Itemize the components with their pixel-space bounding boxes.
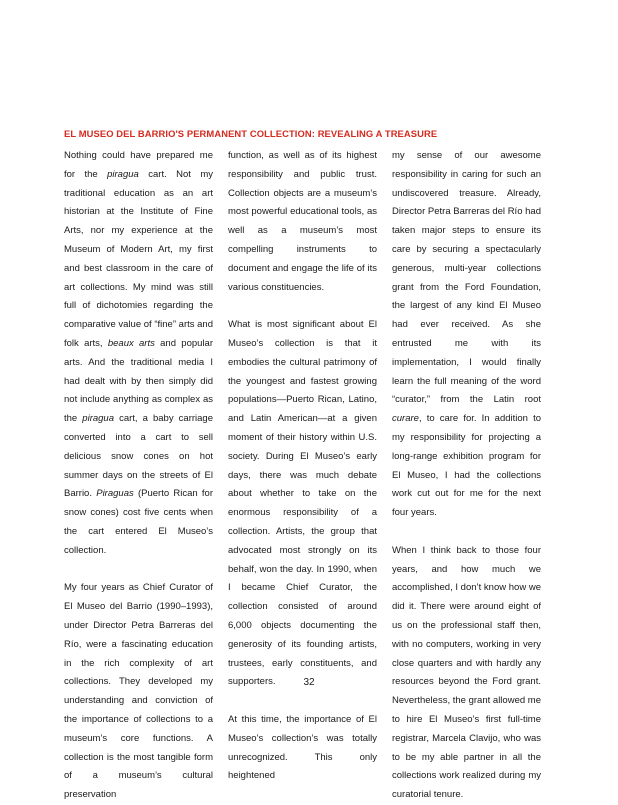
page-number: 32 — [303, 677, 315, 688]
paragraph: my sense of our awesome responsibility in caring for such an undiscovered treasure. Already, Director Petra Barreras del Río had taken major steps to ensure its care by securing a spectacularly generous, multi-year collections grant from the Ford Foundation, the largest of any kind El Museo had ever received. As she entrusted me with its implementation, I would finally learn the full meaning of the word “curator,” from the Latin root curare, to care for. In addition to my responsibility for projecting a long-range exhibition program for El Museo, I had the collections work cut out for me for the next four years. — [392, 150, 541, 519]
paragraph: Nothing could have prepared me for the piragua cart. Not my traditional education as an art historian at the Institute of Fine Arts, nor my experience at the Museum of Modern Art, my first and best classroom in the care of art collections. My mind was still full of dichotomies regarding the comparative value of “fine” arts and folk arts, beaux arts and popular arts. And the traditional media I had dealt with by then simply did not include anything as complex as the piragua cart, a baby carriage converted into a cart to sell delicious snow cones on hot summer days on the streets of El Barrio. Piraguas (Puerto Rican for snow cones) cost five cents when the cart entered El Museo’s collection. — [64, 150, 213, 556]
paragraph: When I think back to those four years, and how much we accomplished, I don’t know how we did it. There were around eight of us on the professional staff then, with no computers, working in very close quarters and with hardly any resources beyond the Ford grant. Nevertheless, the grant allowed me to hire El Museo’s first full-time registrar, Marcela Clavijo, who was to be my able partner in all the collections work realized during my curatorial tenure. — [392, 544, 541, 801]
paragraph: What is most significant about El Museo’s collection is that it embodies the cultural patrimony of the youngest and fastest growing populations—Puerto Rican, Latino, and Latin American—at a given moment of their history within U.S. society. During El Museo’s early days, there was much debate about whether to take on the enormous responsibility of a collection. Artists, the group that advocated most strongly on its behalf, won the day. In 1990, when I became Chief Curator, the collection consisted of around 6,000 objects documenting the generosity of its founding artists, trustees, early constituents, and supporters. — [228, 319, 377, 688]
text-column-2 — [228, 147, 377, 786]
paragraph: At this time, the importance of El Museo’s collection’s was totally unrecognized. This only heightened — [228, 713, 377, 782]
paragraph: function, as well as of its highest responsibility and public trust. Collection objects are a museum’s most powerful educational tools, as well as a museum’s most compelling instruments to document and engage the life of its various constituencies. — [228, 150, 377, 293]
text-column-1 — [64, 147, 213, 805]
text-column-3 — [392, 147, 541, 805]
section-heading: EL MUSEO DEL BARRIO'S PERMANENT COLLECTION: REVEALING A TREASURE — [64, 128, 438, 139]
paragraph: My four years as Chief Curator of El Museo del Barrio (1990–1993), under Director Petra Barreras del Río, were a fascinating education in the rich complexity of art collections. They developed my understanding and conviction of the importance of collections to a museum’s core functions. A collection is the most tangible form of a museum’s cultural preservation — [64, 582, 213, 801]
